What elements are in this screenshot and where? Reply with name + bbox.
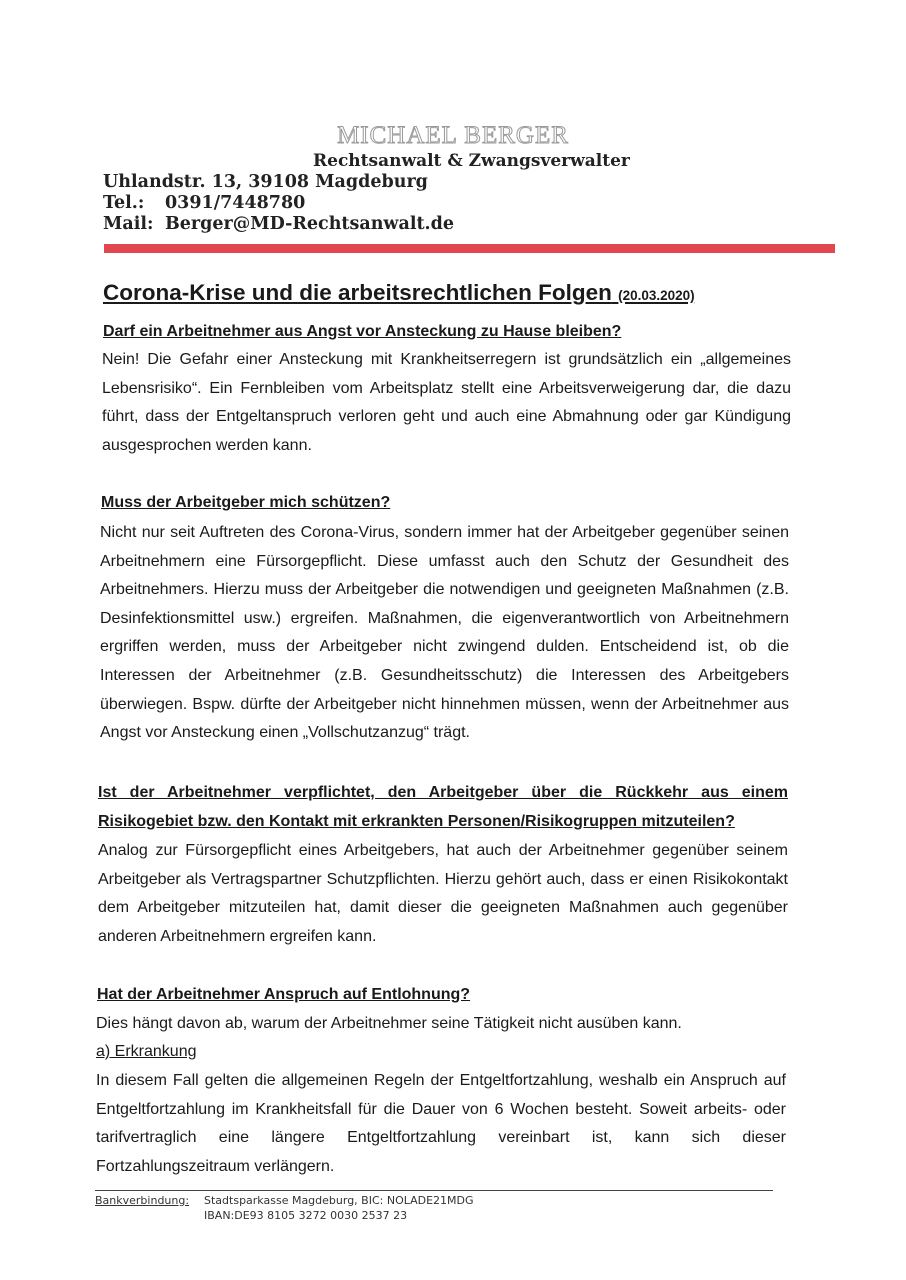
- letterhead-address: Uhlandstr. 13, 39108 Magdeburg: [103, 172, 428, 192]
- letterhead-divider: [104, 244, 835, 253]
- letterhead-subtitle: Rechtsanwalt & Zwangsverwalter: [313, 151, 630, 171]
- footer-bank-line: Stadtsparkasse Magdeburg, BIC: NOLADE21MDG: [204, 1194, 474, 1207]
- section-heading: Hat der Arbeitnehmer Anspruch auf Entlohnung?: [97, 986, 471, 1003]
- mail-label: Mail:: [103, 214, 154, 234]
- footer-iban-line: IBAN:DE93 8105 3272 0030 2537 23: [204, 1209, 408, 1222]
- section-text: Nicht nur seit Auftreten des Corona-Virus, sondern immer hat der Arbeitgeber gegenüber seinen Arbeitnehmern eine Fürsorgepflicht. Diese umfasst auch den Schutz der Gesundheit des Arbeitnehmers. Hierzu muss der Arbeitgeber die notwendigen und geeigneten Maßnahmen (z.B. Desinfektionsmittel usw.) ergreifen. Maßnahmen, die eigenverantwortlich von Arbeitnehmern ergriffen werden, muss der Arbeitgeber nicht zwingend dulden. Entscheidend ist, ob die Interessen der Arbeitnehmer (z.B. Gesundheitsschutz) die Interessen des Arbeitgebers überwiegen. Bspw. dürfte der Arbeitgeber nicht hinnehmen müssen, wenn der Arbeitnehmer aus Angst vor Ansteckung einen „Vollschutzanzug“ trägt.: [100, 524, 789, 742]
- section-text: Analog zur Fürsorgepflicht eines Arbeitgebers, hat auch der Arbeitnehmer gegenüber seinem Arbeitgeber als Vertragspartner Schutzpflichten. Hierzu gehört auch, dass er einen Risikokontakt dem Arbeitgeber mitzuteilen hat, damit dieser die geeigneten Maßnahmen auch gegenüber anderen Arbeitnehmern ergreifen kann.: [98, 842, 788, 945]
- section-text: Dies hängt davon ab, warum der Arbeitnehmer seine Tätigkeit nicht ausüben kann.: [96, 1015, 682, 1032]
- document-title: [103, 280, 823, 306]
- subsection-heading: a) Erkrankung: [96, 1043, 197, 1060]
- footer-rule: [95, 1190, 773, 1191]
- phone-label: Tel.:: [103, 193, 145, 213]
- section-text: Nein! Die Gefahr einer Ansteckung mit Krankheitserregern ist grundsätzlich ein „allgemeines Lebensrisiko“. Ein Fernbleiben vom Arbeitsplatz stellt eine Arbeitsverweigerung dar, die dazu führt, dass der Entgeltanspruch verloren geht und auch eine Abmahnung oder gar Kündigung ausgesprochen werden kann.: [102, 351, 791, 454]
- subsection-text: In diesem Fall gelten die allgemeinen Regeln der Entgeltfortzahlung, weshalb ein Anspruch auf Entgeltfortzahlung im Krankheitsfall für die Dauer von 6 Wochen besteht. Soweit arbeits- oder tarifvertraglich eine längere Entgeltfortzahlung vereinbart ist, kann sich dieser Fortzahlungszeitraum verlängern.: [96, 1072, 786, 1175]
- title-date: (20.03.2020): [618, 288, 695, 303]
- section-heading: Muss der Arbeitgeber mich schützen?: [101, 494, 391, 511]
- footer-bank: [204, 1193, 474, 1223]
- footer-label: Bankverbindung:: [95, 1194, 190, 1207]
- letterhead-mail: [103, 214, 454, 234]
- title-text: Corona-Krise und die arbeitsrechtlichen Folgen: [103, 280, 612, 305]
- letterhead-phone: [103, 193, 305, 213]
- phone-number: 0391/7448780: [165, 193, 306, 213]
- section-heading: Ist der Arbeitnehmer verpflichtet, den Arbeitgeber über die Rückkehr aus einem Risikogebiet bzw. den Kontakt mit erkrankten Personen/Risikogruppen mitzuteilen?: [98, 784, 788, 830]
- mail-address: Berger@MD-Rechtsanwalt.de: [165, 214, 455, 234]
- letterhead-name: MICHAEL BERGER: [337, 122, 569, 149]
- section-heading: Darf ein Arbeitnehmer aus Angst vor Ansteckung zu Hause bleiben?: [103, 323, 622, 340]
